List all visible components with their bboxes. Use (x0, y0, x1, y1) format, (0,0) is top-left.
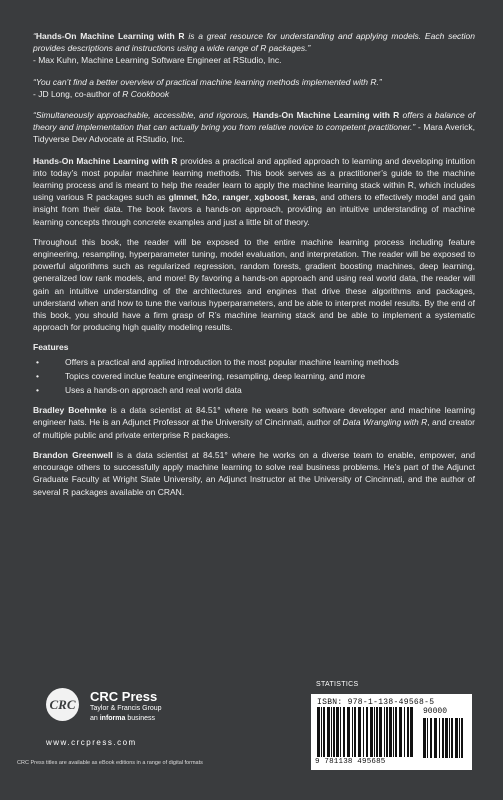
feature-item (33, 384, 475, 396)
book-title-bold: Hands-On Machine Learning with R (35, 31, 185, 41)
barcode-bar (407, 707, 409, 757)
barcode-bar (386, 707, 388, 757)
barcode-bar (354, 707, 356, 757)
barcode-bar (434, 718, 437, 758)
barcode-bar (384, 707, 385, 757)
package-name: xgboost (254, 192, 288, 203)
barcode-bar (459, 718, 460, 758)
barcode-bar (427, 718, 428, 758)
barcode-bar (395, 707, 397, 757)
book-title-bold: Hands-On Machine Learning with R (33, 155, 178, 166)
package-name: glmnet (168, 192, 197, 203)
bullet-icon: • (36, 356, 39, 367)
author-bio-text: is a data scientist at 84.51° where he works on a diverse team to enable, empower, and encourage others to successfully apply machine learning to solve real business problems. He’s part of the Adjunct Graduate Faculty at Wright State University, an Adjunct Instructor at the University of Cincinnati, and the author of several R packages available on CRAN. (33, 449, 476, 497)
price-barcode-bars (423, 718, 465, 758)
barcode-bar (393, 707, 394, 757)
barcode-bar (404, 707, 405, 757)
barcode-bar (376, 707, 378, 757)
barcode-bar (340, 707, 341, 757)
author-bio-text: is a data scientist at 84.51° where he wears both software developer and machine learning engineer hats. He is an Adjunct Professor at the University of Cincinnati, author of (33, 405, 475, 428)
quote-attribution: - Mara Averick, Tidyverse Dev Advocate at RStudio, Inc. (33, 122, 475, 145)
barcode-bar (410, 707, 413, 757)
subject-category: STATISTICS (316, 681, 359, 688)
features-list (33, 356, 475, 397)
description-text: , and others to effectively model and gain insight from their data. The book favors a hands-on approach, providing an intuitive understanding of machine learning concepts through concrete examples and just a little bit of theory. (33, 192, 475, 227)
publisher-url: www.crcpress.com (46, 738, 137, 747)
separator: , (217, 192, 223, 203)
feature-text: Uses a hands-on approach and real world data (65, 385, 242, 396)
barcode-bar (331, 707, 332, 757)
ebook-note: CRC Press titles are available as eBook editions in a range of digital formats (17, 760, 203, 766)
barcode-bars (317, 707, 417, 757)
barcode-bar (321, 707, 322, 757)
barcode-bar (399, 707, 402, 757)
isbn-label: ISBN: 978-1-138-49568-5 (317, 698, 435, 707)
crc-logo-icon: CRC (46, 688, 79, 721)
bullet-icon: • (36, 385, 39, 396)
package-name: h2o (201, 192, 218, 203)
barcode-bar (366, 707, 368, 757)
barcode-bar (449, 718, 450, 758)
publisher-name: CRC Press (90, 689, 158, 704)
quote-attribution: - Max Kuhn, Machine Learning Software Engineer at RStudio, Inc. (33, 55, 282, 66)
barcode-bar (374, 707, 375, 757)
separator: , (196, 192, 202, 203)
isbn-barcode (311, 694, 472, 770)
barcode-bar (442, 718, 444, 758)
isbn-digits: 9 781138 495685 (315, 758, 386, 766)
barcode-bar (358, 707, 361, 757)
barcode-bar (370, 707, 373, 757)
feature-text: Topics covered inclue feature engineering, resampling, deep learning, and more (65, 370, 366, 381)
cited-book-title: Data Wrangling with R (342, 417, 428, 428)
separator: , (287, 192, 293, 203)
author-bio-text: , and creator of multiple public and private enterprise R packages. (33, 417, 475, 440)
barcode-bar (451, 718, 453, 758)
quote-text: “Simultaneously approachable, accessible, and rigorous, (33, 110, 253, 121)
barcode-bar (430, 718, 432, 758)
bullet-icon: • (36, 370, 39, 381)
quote-text: offers a balance of theory and implementation that can actually bring you from relative novice to competent practitioner.” (33, 110, 476, 133)
informa-wordmark: informa (99, 715, 126, 722)
informa-tagline (90, 715, 155, 722)
barcode-bar (347, 707, 350, 757)
barcode-bar (333, 707, 335, 757)
quote-text: “ (33, 31, 36, 41)
features-heading: Features (33, 342, 69, 353)
barcode-bar (363, 707, 364, 757)
barcode-bar (455, 718, 458, 758)
author-name: Bradley Boehmke (33, 405, 107, 416)
price-code: 90000 (423, 707, 448, 716)
description-paragraph-2: Throughout this book, the reader will be exposed to the entire machine learning process including feature engineering, resampling, hyperparameter tuning, model evaluation, and interpretation. The reader will be exposed to powerful algorithms such as regularized regression, random forests, gradient boosting machines, deep learning, generalized low rank models, and more! By favoring a hands-on approach and using real world data, the reader will gain an intuitive understanding of the architectures and engines that drive these algorithms and packages, understand when and how to tune the various hyperparameters, and be able to interpret model results. By the end of this book, you should have a firm grasp of R’s machine learning stack and be able to implement a systematic approach for producing high quality modeling results. (33, 236, 475, 333)
tagline-prefix: an (90, 715, 100, 722)
feature-item (33, 370, 475, 382)
description-paragraph-1 (33, 155, 475, 228)
review-quote-kuhn (33, 30, 475, 67)
barcode-bar (379, 707, 382, 757)
barcode-bar (323, 707, 325, 757)
barcode-bar (461, 718, 463, 758)
barcode-bar (389, 707, 392, 757)
barcode-bar (336, 707, 339, 757)
description-text: provides a practical and applied approach to learning and developing intuition into today’s most popular machine learning methods. This book serves as a practitioner’s guide to the machine learning process and is meant to help the reader learn to apply the machine learning stack within R, which includes using various R packages such as (33, 155, 475, 203)
publisher-group: Taylor & Francis Group (90, 705, 162, 712)
quote-attribution: - JD Long, co-author of (33, 88, 123, 99)
feature-text: Offers a practical and applied introduction to the most popular machine learning methods (65, 356, 399, 367)
package-name: keras (292, 192, 316, 203)
back-cover-text (33, 30, 475, 506)
barcode-bar (327, 707, 330, 757)
barcode-bar (439, 718, 440, 758)
separator: , (248, 192, 255, 203)
book-title-bold: Hands-On Machine Learning with R (252, 110, 400, 121)
quote-text: is a great resource for understanding and applying models. Each section provides descriptions and instructions using a wide range of R packages.” (33, 31, 476, 54)
review-quote-averick (33, 109, 475, 146)
package-name: ranger (222, 192, 249, 203)
barcode-bar (352, 707, 353, 757)
barcode-bar (445, 718, 448, 758)
author-bio-boehmke (33, 404, 475, 441)
quote-text: “You can’t find a better overview of practical machine learning methods implemented with R.” (33, 76, 382, 87)
barcode-bar (317, 707, 320, 757)
feature-item (33, 356, 475, 368)
review-quote-long (33, 76, 475, 100)
barcode-bar (423, 718, 426, 758)
author-name: Brandon Greenwell (33, 449, 113, 460)
cited-book-title: R Cookbook (122, 88, 170, 99)
author-bio-greenwell (33, 449, 475, 498)
barcode-bar (343, 707, 345, 757)
tagline-suffix: business (125, 715, 155, 722)
